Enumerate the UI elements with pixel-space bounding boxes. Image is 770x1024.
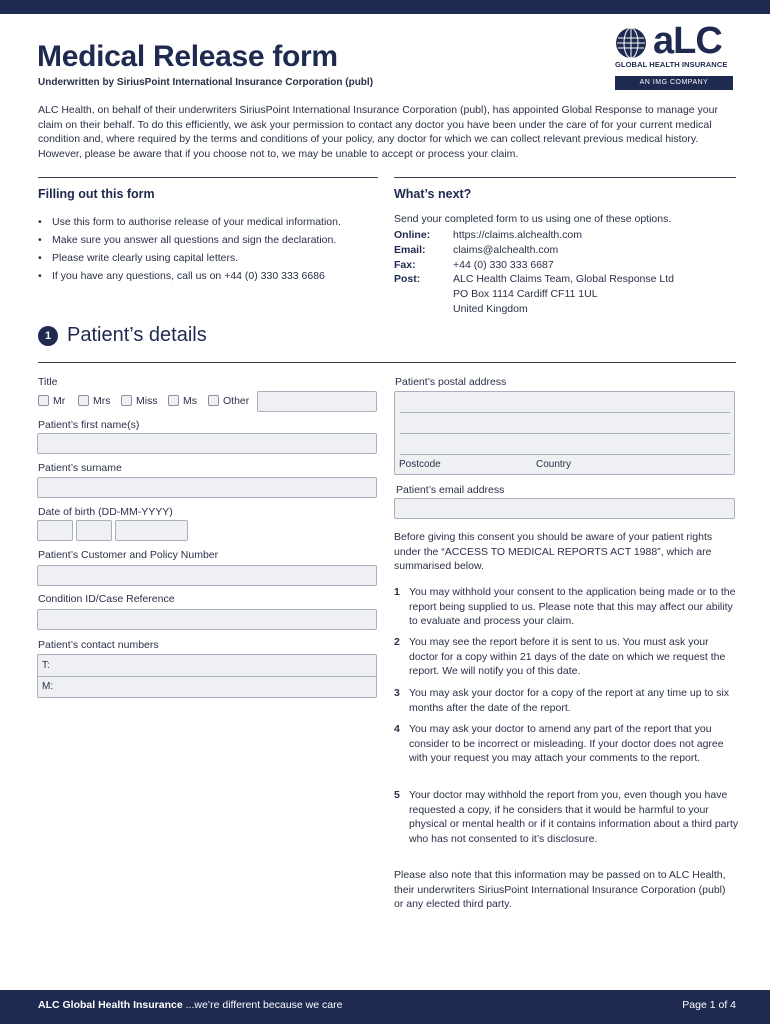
option-ms-label: Ms bbox=[183, 395, 197, 407]
rights-item-number: 4 bbox=[394, 723, 400, 735]
post-label: Post: bbox=[394, 273, 421, 286]
option-mrs-label: Mrs bbox=[93, 395, 111, 407]
footer-brand-line bbox=[38, 999, 342, 1011]
fax-value: +44 (0) 330 333 6687 bbox=[453, 258, 554, 271]
address-line bbox=[400, 433, 730, 434]
policy-input[interactable] bbox=[37, 565, 377, 586]
next-heading: What’s next? bbox=[394, 187, 472, 201]
dob-label: Date of birth (DD-MM-YYYY) bbox=[38, 506, 173, 518]
logo-company-band: AN IMG COMPANY bbox=[615, 76, 733, 90]
filling-heading: Filling out this form bbox=[38, 187, 155, 201]
dob-month-input[interactable] bbox=[76, 520, 112, 541]
next-intro: Send your completed form to us using one of these options. bbox=[394, 213, 672, 225]
contact-divider bbox=[38, 676, 376, 677]
condition-input[interactable] bbox=[37, 609, 377, 630]
address-line bbox=[400, 412, 730, 413]
section-title: Patient’s details bbox=[67, 324, 207, 346]
page-title: Medical Release form bbox=[37, 40, 338, 73]
rights-item bbox=[394, 635, 739, 679]
surname-input[interactable] bbox=[37, 477, 377, 498]
checkbox-miss[interactable] bbox=[121, 395, 132, 406]
section-number-badge: 1 bbox=[38, 326, 58, 346]
divider-next bbox=[394, 177, 736, 178]
rights-item-number: 3 bbox=[394, 687, 400, 699]
rights-item bbox=[394, 788, 739, 846]
contact-m-label: M: bbox=[42, 681, 54, 692]
rights-item-text: You may withhold your consent to the application being made or to the report being supplied to us. Please note that this may affect our ability to evaluate and process your claim. bbox=[409, 586, 736, 628]
rights-intro: Before giving this consent you should be aware of your patient rights under the “ACCESS TO MEDICAL REPORTS ACT 1988”, which are summarised below. bbox=[394, 531, 713, 573]
rights-item bbox=[394, 722, 739, 766]
divider-section1 bbox=[38, 362, 736, 363]
checkbox-mr[interactable] bbox=[38, 395, 49, 406]
dob-year-input[interactable] bbox=[115, 520, 188, 541]
bullet-item: • Make sure you answer all questions and sign the declaration. bbox=[38, 231, 378, 249]
footer-brand: ALC Global Health Insurance bbox=[38, 999, 183, 1011]
rights-item-number: 2 bbox=[394, 636, 400, 648]
fax-label: Fax: bbox=[394, 258, 416, 271]
address-line bbox=[400, 454, 730, 455]
rights-item bbox=[394, 585, 739, 629]
surname-label: Patient’s surname bbox=[38, 462, 122, 474]
intro-paragraph: ALC Health, on behalf of their underwriters SiriusPoint International Insurance Corporation (publ), has appointed Global Response to manage your claim on their behalf. To do this efficiently, we ask your permission to contact any doctor you have been under the care of for your current medical condition and, where required by the terms and conditions of your policy, any doctor for which we can collect relevant previous medical history. However, please be aware that if you choose not to, we may be unable to accept or process your claim. bbox=[38, 104, 718, 160]
option-other-label: Other bbox=[223, 395, 250, 407]
policy-label: Patient’s Customer and Policy Number bbox=[38, 549, 219, 561]
footer-tagline: ...we’re different because we care bbox=[182, 999, 343, 1011]
country-label: Country bbox=[536, 459, 572, 470]
dob-day-input[interactable] bbox=[37, 520, 73, 541]
option-mr-label: Mr bbox=[53, 395, 66, 407]
condition-label: Condition ID/Case Reference bbox=[38, 593, 175, 605]
footer-bar bbox=[0, 990, 770, 1024]
rights-item-number: 1 bbox=[394, 586, 400, 598]
bullet-item: • Please write clearly using capital letters. bbox=[38, 249, 378, 267]
page-subtitle: Underwritten by SiriusPoint International Insurance Corporation (publ) bbox=[38, 77, 374, 88]
bullet-item: • If you have any questions, call us on +44 (0) 330 333 6686 bbox=[38, 267, 378, 285]
online-label: Online: bbox=[394, 229, 431, 241]
email-link[interactable]: claims@alchealth.com bbox=[453, 243, 559, 256]
logo-brand: aLC bbox=[653, 20, 722, 62]
online-link[interactable]: https://claims.alchealth.com bbox=[453, 229, 582, 241]
rights-item-text: You may ask your doctor for a copy of the report at any time up to six months after the date of the report. bbox=[409, 687, 730, 714]
email-address-input[interactable] bbox=[394, 498, 735, 519]
footer-page-number: Page 1 of 4 bbox=[682, 999, 736, 1011]
filling-bullets bbox=[38, 213, 378, 285]
postal-address-box[interactable] bbox=[394, 391, 735, 475]
checkbox-mrs[interactable] bbox=[78, 395, 89, 406]
logo-tagline: GLOBAL HEALTH INSURANCE bbox=[615, 60, 728, 69]
title-label: Title bbox=[38, 376, 58, 388]
postcode-label: Postcode bbox=[399, 459, 441, 470]
contact-numbers-box[interactable] bbox=[37, 654, 377, 698]
globe-logo-icon bbox=[613, 26, 651, 60]
top-bar bbox=[0, 0, 770, 14]
option-miss-label: Miss bbox=[136, 395, 158, 407]
checkbox-other[interactable] bbox=[208, 395, 219, 406]
post-line-2: PO Box 1114 Cardiff CF11 1UL bbox=[453, 288, 598, 301]
rights-item-text: You may see the report before it is sent to us. You must ask your doctor for a copy within 21 days of the date on which we request the report. We will notify you of this date. bbox=[409, 636, 726, 678]
divider-filling bbox=[38, 177, 378, 178]
first-name-input[interactable] bbox=[37, 433, 377, 454]
contact-numbers-label: Patient’s contact numbers bbox=[38, 639, 159, 651]
email-label: Email: bbox=[394, 243, 426, 256]
title-other-input[interactable] bbox=[257, 391, 377, 412]
bullet-item: • Use this form to authorise release of your medical information. bbox=[38, 213, 378, 231]
contact-options bbox=[394, 228, 674, 317]
email-address-label: Patient’s email address bbox=[396, 484, 505, 496]
post-line-1: ALC Health Claims Team, Global Response Ltd bbox=[453, 273, 674, 286]
rights-item-number: 5 bbox=[394, 789, 400, 801]
contact-t-label: T: bbox=[42, 660, 50, 671]
rights-item bbox=[394, 686, 739, 715]
rights-item-text: You may ask your doctor to amend any part of the report that you consider to be incorrect or misleading. If your doctor does not agree with your request you may attach your comments to the report. bbox=[409, 723, 724, 765]
rights-item-text: Your doctor may withhold the report from you, even though you have requested a copy, if he considers that it would be harmful to your physical or mental health or if it contains information about a third party who has not consented to it’s disclosure. bbox=[409, 789, 739, 845]
alc-logo bbox=[613, 20, 735, 94]
postal-address-label: Patient’s postal address bbox=[395, 376, 507, 388]
first-name-label: Patient’s first name(s) bbox=[38, 419, 140, 431]
post-line-3: United Kingdom bbox=[453, 302, 528, 315]
checkbox-ms[interactable] bbox=[168, 395, 179, 406]
rights-note: Please also note that this information may be passed on to ALC Health, their underwriters SiriusPoint International Insurance Corporation (publ) or any elected third party. bbox=[394, 869, 726, 911]
